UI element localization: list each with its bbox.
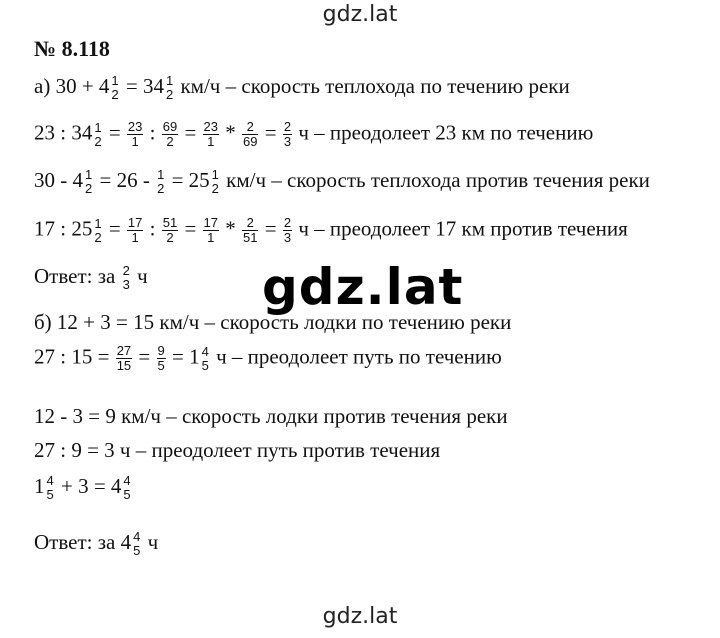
numerator: 4 xyxy=(201,343,209,359)
denominator: 51 xyxy=(243,230,258,245)
numerator: 27 xyxy=(116,343,132,358)
denominator: 15 xyxy=(116,358,132,373)
numerator: 2 xyxy=(242,216,258,231)
denominator: 1 xyxy=(207,134,215,149)
numerator: 51 xyxy=(162,215,178,230)
fraction xyxy=(242,216,258,245)
text: = xyxy=(259,216,282,241)
denominator: 5 xyxy=(46,487,54,503)
fraction xyxy=(116,344,132,373)
numerator: 2 xyxy=(283,119,292,134)
fraction xyxy=(283,216,292,245)
text: + 3 = 4 xyxy=(55,474,122,498)
fraction xyxy=(162,216,178,245)
fraction xyxy=(46,474,55,502)
answer-a xyxy=(34,264,148,292)
denominator: 3 xyxy=(122,277,130,293)
solution-line-a2 xyxy=(34,120,593,149)
fraction xyxy=(132,530,141,558)
numerator: 17 xyxy=(127,215,143,230)
fraction xyxy=(93,217,102,245)
numerator: 2 xyxy=(242,120,258,135)
answer-b xyxy=(34,530,158,558)
fraction xyxy=(122,264,131,292)
text: = 34 xyxy=(120,74,164,98)
text: = xyxy=(103,120,126,145)
problem-number: № 8.118 xyxy=(34,36,110,61)
denominator: 2 xyxy=(157,181,165,197)
denominator: 2 xyxy=(111,87,119,103)
denominator: 2 xyxy=(166,134,174,149)
denominator: 1 xyxy=(131,134,139,149)
denominator: 69 xyxy=(243,134,258,149)
text: Ответ: за xyxy=(34,264,121,288)
fraction xyxy=(162,120,178,149)
text: 27 : 9 = 3 ч – преодолеет путь против течения xyxy=(34,438,441,462)
solution-line-a3 xyxy=(34,168,650,196)
solution-line-b5 xyxy=(34,474,133,502)
text: 12 - 3 = 9 км/ч – скорость лодки против течения реки xyxy=(34,404,508,428)
numerator: 1 xyxy=(111,73,119,89)
numerator: 1 xyxy=(94,215,102,231)
solution-line-b1 xyxy=(34,310,511,335)
text: = xyxy=(259,120,282,145)
text: км/ч – скорость теплохода по течению реки xyxy=(175,74,570,98)
numerator: 23 xyxy=(203,119,219,134)
denominator: 5 xyxy=(201,357,209,373)
text: 1 xyxy=(34,474,45,498)
numerator: 4 xyxy=(133,529,141,545)
denominator: 5 xyxy=(123,487,131,503)
denominator: 5 xyxy=(133,543,141,559)
text: : xyxy=(144,120,161,145)
solution-line-b3 xyxy=(34,404,508,429)
fraction xyxy=(84,168,93,196)
fraction xyxy=(122,474,131,502)
numerator: 1 xyxy=(85,167,93,183)
denominator: 2 xyxy=(166,87,174,103)
fraction xyxy=(127,120,143,149)
numerator: 1 xyxy=(157,167,165,183)
text: = xyxy=(103,216,126,241)
fraction xyxy=(242,120,258,149)
denominator: 2 xyxy=(94,229,102,245)
text: = 1 xyxy=(166,344,200,369)
text: ч xyxy=(142,530,159,554)
denominator: 3 xyxy=(283,230,292,245)
fraction xyxy=(93,121,102,149)
text: 27 : 15 = xyxy=(34,344,115,369)
fraction xyxy=(283,120,292,149)
numerator: 1 xyxy=(166,73,174,89)
numerator: 4 xyxy=(123,473,131,489)
denominator: 2 xyxy=(85,181,93,197)
fraction xyxy=(211,168,220,196)
fraction xyxy=(110,74,119,102)
text: 23 : 34 xyxy=(34,120,93,145)
solution-line-b2 xyxy=(34,344,502,373)
text: ч – преодолеет путь по течению xyxy=(210,344,502,369)
text: б) 12 + 3 = 15 км/ч – скорость лодки по течению реки xyxy=(34,310,512,334)
denominator: 3 xyxy=(283,134,292,149)
text: : xyxy=(144,216,161,241)
solution-line-a4 xyxy=(34,216,628,245)
numerator: 9 xyxy=(157,343,165,358)
denominator: 2 xyxy=(211,181,219,197)
fraction xyxy=(203,120,219,149)
denominator: 5 xyxy=(157,358,165,373)
numerator: 1 xyxy=(211,167,219,183)
text: = 25 xyxy=(166,168,210,192)
text: ч – преодолеет 17 км против течения xyxy=(293,216,628,241)
fraction xyxy=(201,345,210,373)
watermark-bottom: gdz.lat xyxy=(322,604,398,629)
fraction xyxy=(156,168,165,196)
text: ч – преодолеет 23 км по течению xyxy=(293,120,594,145)
text: км/ч – скорость теплохода против течения реки xyxy=(220,168,650,192)
denominator: 2 xyxy=(166,230,174,245)
denominator: 1 xyxy=(131,230,139,245)
text: ч xyxy=(131,264,148,288)
fraction xyxy=(127,216,143,245)
denominator: 1 xyxy=(207,230,215,245)
text: 30 - 4 xyxy=(34,168,83,192)
text: = xyxy=(179,120,202,145)
text: Ответ: за 4 xyxy=(34,530,132,554)
numerator: 69 xyxy=(162,119,178,134)
fraction xyxy=(157,344,166,373)
text: 17 : 25 xyxy=(34,216,93,241)
text: = xyxy=(133,344,156,369)
fraction xyxy=(203,216,219,245)
numerator: 23 xyxy=(127,119,143,134)
numerator: 2 xyxy=(283,215,292,230)
text: = 26 - xyxy=(94,168,156,192)
text: = xyxy=(179,216,202,241)
text: * xyxy=(220,216,242,241)
fraction xyxy=(165,74,174,102)
solution-line-b4 xyxy=(34,438,440,463)
watermark-top: gdz.lat xyxy=(322,2,398,27)
text: * xyxy=(220,120,242,145)
denominator: 2 xyxy=(94,133,102,149)
numerator: 2 xyxy=(122,263,130,279)
watermark-center: gdz.lat xyxy=(262,258,464,316)
numerator: 1 xyxy=(94,119,102,135)
text: а) 30 + 4 xyxy=(34,74,110,98)
solution-line-a1 xyxy=(34,74,570,102)
numerator: 17 xyxy=(203,215,219,230)
numerator: 4 xyxy=(46,473,54,489)
